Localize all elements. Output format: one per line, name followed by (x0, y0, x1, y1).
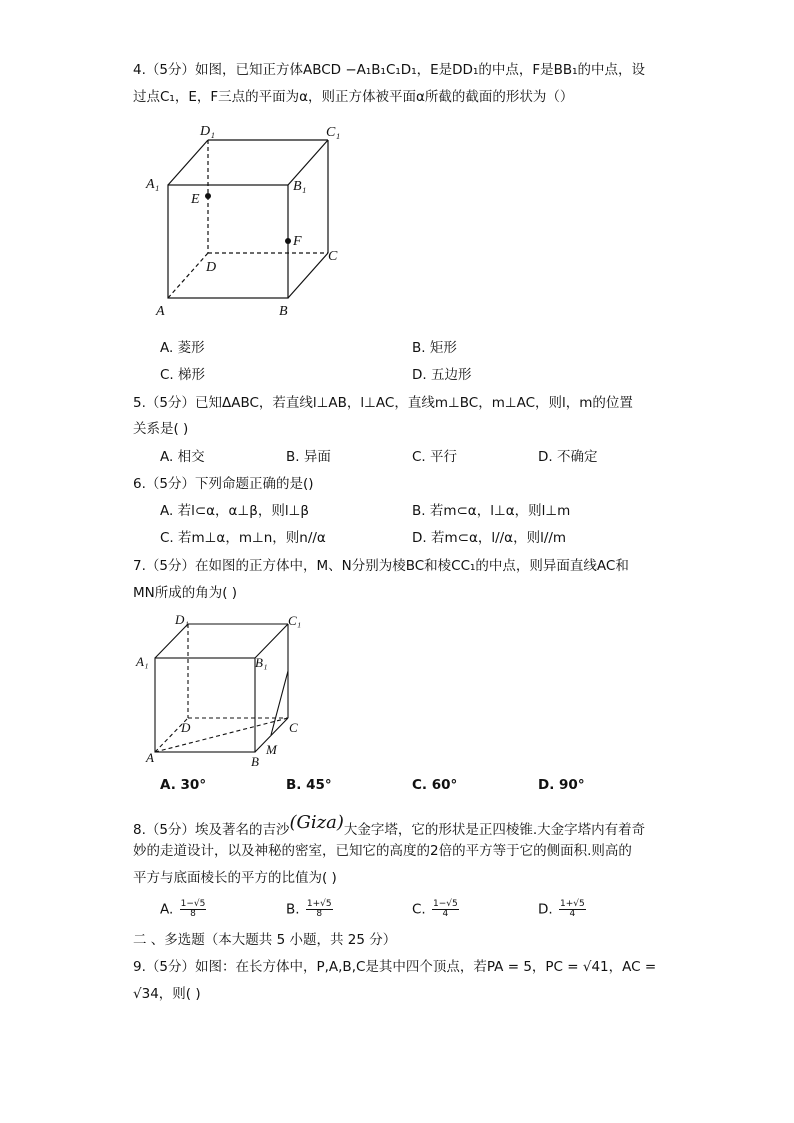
q5-option-d[interactable]: D. 不确定 (538, 449, 598, 465)
q4-cube-figure (140, 118, 360, 323)
q4-label-f: F (293, 234, 302, 249)
section-heading-multi-choice: 二 、多选题（本大题共 5 小题，共 25 分） (133, 932, 397, 948)
q5-option-a[interactable]: A. 相交 (160, 449, 205, 465)
q8-option-a-fraction: $\frac{1-√5}{8}$ (180, 899, 206, 919)
q7-text-line1: 7.（5分）在如图的正方体中，M、N分别为棱BC和棱CC₁的中点，则异面直线AC和 (133, 558, 629, 574)
q7-option-a[interactable]: A. 30° (160, 777, 207, 793)
q8-option-d-fraction: $\frac{1+√5}{4}$ (559, 899, 585, 919)
q4-label-c1: C₁ (326, 125, 341, 140)
q4-label-d: D (206, 260, 217, 275)
q8-text-line1 (133, 814, 645, 839)
q7-label-m: M (266, 742, 277, 757)
q7-label-d1: D₁ (175, 612, 189, 627)
q8-option-d[interactable]: D. $\frac{1+√5}{4}$ (538, 899, 585, 919)
q4-text-line2: 过点C₁，E，F三点的平面为α，则正方体被平面α所截的截面的形状为（） (133, 89, 574, 105)
q6-text-line1: 6.（5分）下列命题正确的是() (133, 476, 314, 492)
q6-option-c[interactable]: C. 若m⊥α，m⊥n，则n//α (160, 530, 326, 546)
q8-option-c-fraction: $\frac{1-√5}{4}$ (433, 899, 458, 919)
q8-option-c[interactable]: C. $\frac{1-√5}{4}$ (412, 899, 458, 919)
q8-text-line3: 平方与底面棱长的平方的比值为( ) (133, 870, 337, 886)
q6-option-d[interactable]: D. 若m⊂α，l//α，则l//m (412, 530, 567, 546)
q8-text-line2: 妙的走道设计，以及神秘的密室，已知它的高度的2倍的平方等于它的侧面积.则高的 (133, 843, 632, 859)
q4-label-c: C (328, 249, 338, 264)
q4-text-line1: 4.（5分）如图，已知正方体ABCD −A₁B₁C₁D₁，E是DD₁的中点，F是BB₁的中点，设 (133, 62, 646, 78)
q7-label-d: D (181, 720, 191, 735)
q6-option-b[interactable]: B. 若m⊂α，l⊥α，则l⊥m (412, 503, 571, 519)
q7-option-b[interactable]: B. 45° (286, 777, 332, 793)
q7-option-c[interactable]: C. 60° (412, 777, 458, 793)
q4-point-e (205, 193, 211, 199)
q5-text-line2: 关系是( ) (133, 421, 189, 437)
q8-giza: (Giza) (289, 812, 344, 833)
q4-label-a1: A₁ (146, 177, 160, 192)
q8-option-a[interactable]: A. $\frac{1-√5}{8}$ (160, 899, 206, 919)
q4-label-a: A (156, 304, 165, 319)
q7-label-a1: A₁ (136, 654, 149, 669)
q7-text-line2: MN所成的角为( ) (133, 585, 238, 601)
q4-label-e: E (191, 192, 200, 207)
q5-option-c[interactable]: C. 平行 (412, 449, 458, 465)
q9-text-line1: 9.（5分）如图：在长方体中，P,A,B,C是其中四个顶点，若PA = 5，PC = √41，AC = (133, 959, 657, 975)
q8-text-line1-b: 大金字塔，它的形状是正四棱锥.大金字塔内有着奇 (343, 822, 646, 838)
q7-label-b: B (251, 754, 259, 769)
q4-label-b1: B₁ (293, 179, 307, 194)
q8-option-b[interactable]: B. $\frac{1+√5}{8}$ (286, 899, 332, 919)
q4-option-d[interactable]: D. 五边形 (412, 367, 472, 383)
q4-option-a[interactable]: A. 菱形 (160, 340, 205, 356)
q8-text-line1-a: 8.（5分）埃及著名的吉沙 (133, 822, 290, 838)
q4-label-b: B (279, 304, 288, 319)
q7-label-c: C (289, 720, 298, 735)
q7-label-c1: C₁ (288, 613, 302, 628)
q5-option-b[interactable]: B. 异面 (286, 449, 331, 465)
q4-label-d1: D₁ (200, 124, 215, 139)
q8-option-b-fraction: $\frac{1+√5}{8}$ (306, 899, 332, 919)
q4-option-b[interactable]: B. 矩形 (412, 340, 457, 356)
q9-text-line2: √34，则( ) (133, 986, 201, 1002)
q4-point-f (285, 238, 291, 244)
q7-cube-figure (133, 610, 323, 770)
q7-option-d[interactable]: D. 90° (538, 777, 585, 793)
q4-option-c[interactable]: C. 梯形 (160, 367, 206, 383)
q7-label-a: A (146, 750, 154, 765)
q5-text-line1: 5.（5分）已知ΔABC，若直线l⊥AB，l⊥AC，直线m⊥BC，m⊥AC，则l，m的位置 (133, 395, 633, 411)
q7-label-b1: B₁ (255, 655, 268, 670)
q6-option-a[interactable]: A. 若l⊂α，α⊥β，则l⊥β (160, 503, 309, 519)
